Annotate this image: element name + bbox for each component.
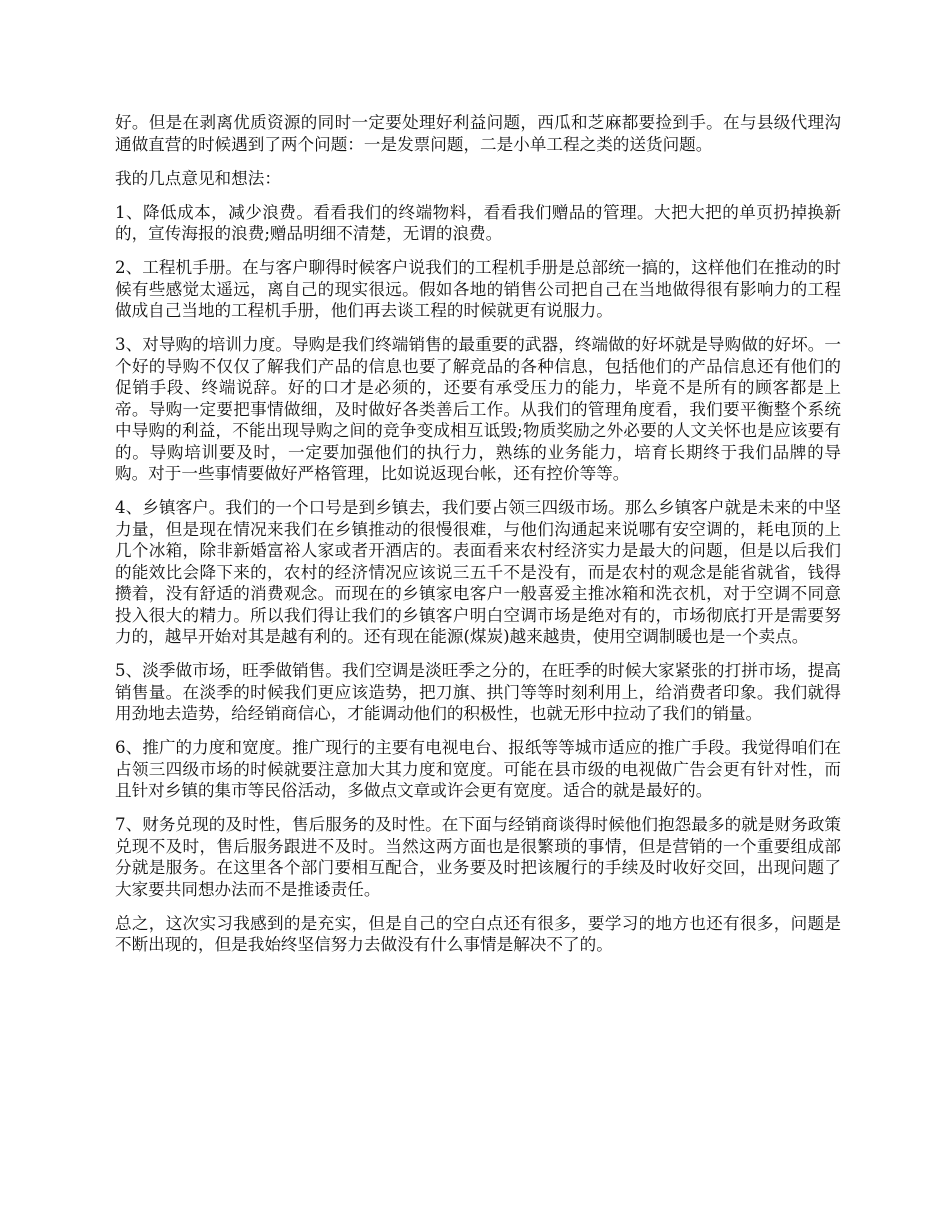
paragraph-point-1: 1、降低成本，减少浪费。看看我们的终端物料，看看我们赠品的管理。大把大把的单页扔掉换新的，宣传海报的浪费;赠品明细不清楚，无谓的浪费。 <box>115 202 841 243</box>
paragraph-point-4: 4、乡镇客户。我们的一个口号是到乡镇去，我们要占领三四级市场。那么乡镇客户就是未来的中坚力量，但是现在情况来我们在乡镇推动的很慢很难，与他们沟通起来说哪有安空调的，耗电顶的上几个冰箱，除非新婚富裕人家或者开酒店的。表面看来农村经济实力是最大的问题，但是以后我们的能效比会降下来的，农村的经济情况应该说三五千不是没有，而是农村的观念是能省就省，钱得攒着，没有舒适的消费观念。而现在的乡镇家电客户一般喜爱主推冰箱和洗衣机，对于空调不同意投入很大的精力。所以我们得让我们的乡镇客户明白空调市场是绝对有的，市场彻底打开是需要努力的，越早开始对其是越有利的。还有现在能源(煤炭)越来越贵，使用空调制暖也是一个卖点。 <box>115 498 841 646</box>
paragraph-point-6: 6、推广的力度和宽度。推广现行的主要有电视电台、报纸等等城市适应的推广手段。我觉得咱们在占领三四级市场的时候就要注意加大其力度和宽度。可能在县市级的电视做广告会更有针对性，而且针对乡镇的集市等民俗活动，多做点文章或许会更有宽度。适合的就是最好的。 <box>115 738 841 800</box>
paragraph-opinions-heading: 我的几点意见和想法： <box>115 168 281 188</box>
paragraph-point-7: 7、财务兑现的及时性，售后服务的及时性。在下面与经销商谈得时候他们抱怨最多的就是财务政策兑现不及时，售后服务跟进不及时。当然这两方面也是很繁琐的事情，但是营销的一个重要组成部分就是服务。在这里各个部门要相互配合，业务要及时把该履行的手续及时收好交回，出现问题了大家要共同想办法而不是推诿责任。 <box>115 815 841 899</box>
paragraph-point-5: 5、淡季做市场，旺季做销售。我们空调是淡旺季之分的，在旺季的时候大家紧张的打拼市场，提高销售量。在淡季的时候我们更应该造势，把刀旗、拱门等等时刻利用上，给消费者印象。我们就得用劲地去造势，给经销商信心，才能调动他们的积极性，也就无形中拉动了我们的销量。 <box>115 661 841 723</box>
paragraph-point-2: 2、工程机手册。在与客户聊得时候客户说我们的工程机手册是总部统一搞的，这样他们在推动的时候有些感觉太遥远，离自己的现实很远。假如各地的销售公司把自己在当地做得很有影响力的工程做成自己当地的工程机手册，他们再去谈工程的时候就更有说服力。 <box>115 258 841 320</box>
paragraph-intro-continuation: 好。但是在剥离优质资源的同时一定要处理好利益问题，西瓜和芝麻都要捡到手。在与县级代理沟通做直营的时候遇到了两个问题：一是发票问题，二是小单工程之类的送货问题。 <box>115 113 841 154</box>
document-body <box>115 112 841 968</box>
paragraph-point-3: 3、对导购的培训力度。导购是我们终端销售的最重要的武器，终端做的好坏就是导购做的好坏。一个好的导购不仅仅了解我们产品的信息也要了解竞品的各种信息，包括他们的产品信息还有他们的促销手段、终端说辞。好的口才是必须的，还要有承受压力的能力，毕竟不是所有的顾客都是上帝。导购一定要把事情做细，及时做好各类善后工作。从我们的管理角度看，我们要平衡整个系统中导购的利益，不能出现导购之间的竞争变成相互诋毁;物质奖励之外必要的人文关怀也是应该要有的。导购培训要及时，一定要加强他们的执行力，熟练的业务能力，培育长期终于我们品牌的导购。对于一些事情要做好严格管理，比如说返现台帐，还有控价等等。 <box>115 335 841 483</box>
paragraph-conclusion: 总之，这次实习我感到的是充实，但是自己的空白点还有很多，要学习的地方也还有很多，问题是不断出现的，但是我始终坚信努力去做没有什么事情是解决不了的。 <box>115 913 841 954</box>
